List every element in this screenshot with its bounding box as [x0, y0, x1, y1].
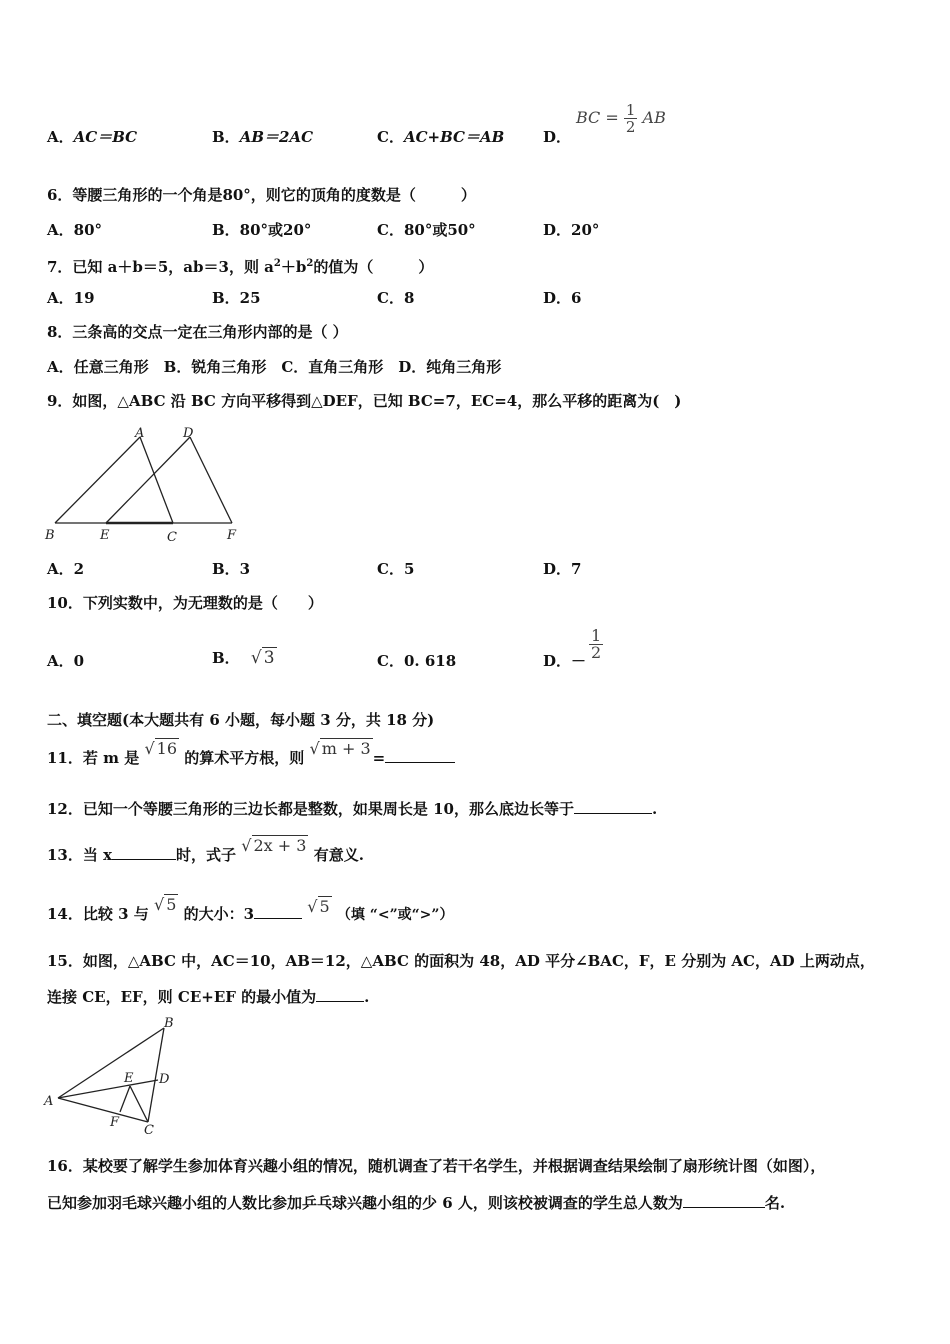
q7-option-a: A．19: [47, 289, 95, 307]
q9-label-d: D: [183, 426, 194, 441]
q15-label-b: B: [164, 1016, 174, 1031]
q7-option-d: D．6: [543, 289, 582, 307]
q15-label-a: A: [44, 1094, 54, 1109]
q15-answer-blank[interactable]: [316, 987, 364, 1002]
q11-answer-blank[interactable]: [385, 748, 455, 763]
q9-label-a: A: [135, 426, 145, 441]
q10-option-d: D．－: [543, 652, 587, 670]
q9-label-f: F: [227, 528, 237, 543]
q9-option-d: D．7: [543, 560, 582, 578]
q14-answer-blank[interactable]: [254, 904, 302, 919]
q9-stem: 9．如图，△ABC 沿 BC 方向平移得到△DEF，已知 BC=7，EC=4，那么平移的距离为( ): [47, 392, 682, 410]
q10-option-c: C．0. 618: [377, 652, 457, 670]
q7-option-c: C．8: [377, 289, 415, 307]
q6-stem: 6．等腰三角形的一个角是80°，则它的顶角的度数是（ ）: [47, 186, 476, 204]
q8-stem: 8．三条高的交点一定在三角形内部的是（ ）: [47, 323, 348, 341]
q6-option-d: D．20°: [543, 221, 600, 239]
q16-stem-line-2: 已知参加羽毛球兴趣小组的人数比参加乒乓球兴趣小组的少 6 人，则该校被调查的学生总人数为 名.: [47, 1194, 786, 1212]
q10-option-a: A．0: [47, 652, 85, 670]
q7-option-b: B．25: [212, 289, 261, 307]
q7-stem: 7．已知 a＋b＝5，ab＝3，则 $a^2+b^2$的值为（ ）: [47, 258, 434, 276]
q10-option-b: B． √ 3: [212, 648, 275, 668]
q10-option-d-fraction: $\frac{1}{2}$: [591, 626, 602, 662]
q15-stem-line-1: 15．如图，△ABC 中，AC＝10，AB＝12，△ABC 的面积为 48，AD 平分∠BAC，F，E 分别为 AC，AD 上两动点，: [47, 952, 875, 970]
q13-stem: 13．当 x 时，式子 √ 2x + 3 有意义.: [47, 836, 364, 864]
q9-label-e: E: [100, 528, 110, 543]
q15-figure: [40, 1014, 190, 1139]
q16-answer-blank[interactable]: [683, 1193, 765, 1208]
q5-option-d: D．: [543, 128, 572, 146]
q16-stem-line-1: 16．某校要了解学生参加体育兴趣小组的情况，随机调查了若干名学生，并根据调查结果绘制了扇形统计图（如图），: [47, 1157, 826, 1175]
q15-label-e: E: [124, 1071, 134, 1086]
q15-label-f: F: [110, 1115, 120, 1130]
q5-option-b: B．AB＝2AC: [212, 128, 314, 146]
q12-answer-blank[interactable]: [574, 799, 652, 814]
q15-label-c: C: [144, 1123, 154, 1138]
q13-answer-blank[interactable]: [112, 845, 176, 860]
q6-option-c: C．80°或50°: [377, 221, 476, 239]
q5-option-c: C．AC+BC＝AB: [377, 128, 505, 146]
q8-options: A．任意三角形 B．锐角三角形 C．直角三角形 D．纯角三角形: [47, 358, 502, 376]
q5-option-d-formula: BC = $\frac{1}{2}$ AB: [576, 101, 666, 136]
q9-label-b: B: [45, 528, 55, 543]
q11-stem: 11．若 m 是 √ 16 的算术平方根，则 √ m + 3 =: [47, 748, 455, 768]
q9-figure: [40, 422, 250, 547]
section-2-title: 二、填空题(本大题共有 6 小题，每小题 3 分，共 18 分): [47, 711, 435, 729]
q9-label-c: C: [167, 530, 177, 545]
q9-option-c: C．5: [377, 560, 415, 578]
q15-label-d: D: [159, 1072, 170, 1087]
q9-option-b: B．3: [212, 560, 251, 578]
q9-option-a: A．2: [47, 560, 85, 578]
q12-stem: 12．已知一个等腰三角形的三边长都是整数，如果周长是 10，那么底边长等于 .: [47, 800, 658, 818]
q6-option-a: A．80°: [47, 221, 103, 239]
q15-stem-line-2: 连接 CE，EF，则 CE+EF 的最小值为 .: [47, 988, 370, 1006]
q5-option-a: A．AC＝BC: [47, 128, 138, 146]
q14-stem: 14．比较 3 与 √ 5 的大小：3 √ 5 （填 “<”或“>”）: [47, 895, 454, 923]
q6-option-b: B．80°或20°: [212, 221, 312, 239]
q10-stem: 10．下列实数中，为无理数的是（ ）: [47, 594, 323, 612]
